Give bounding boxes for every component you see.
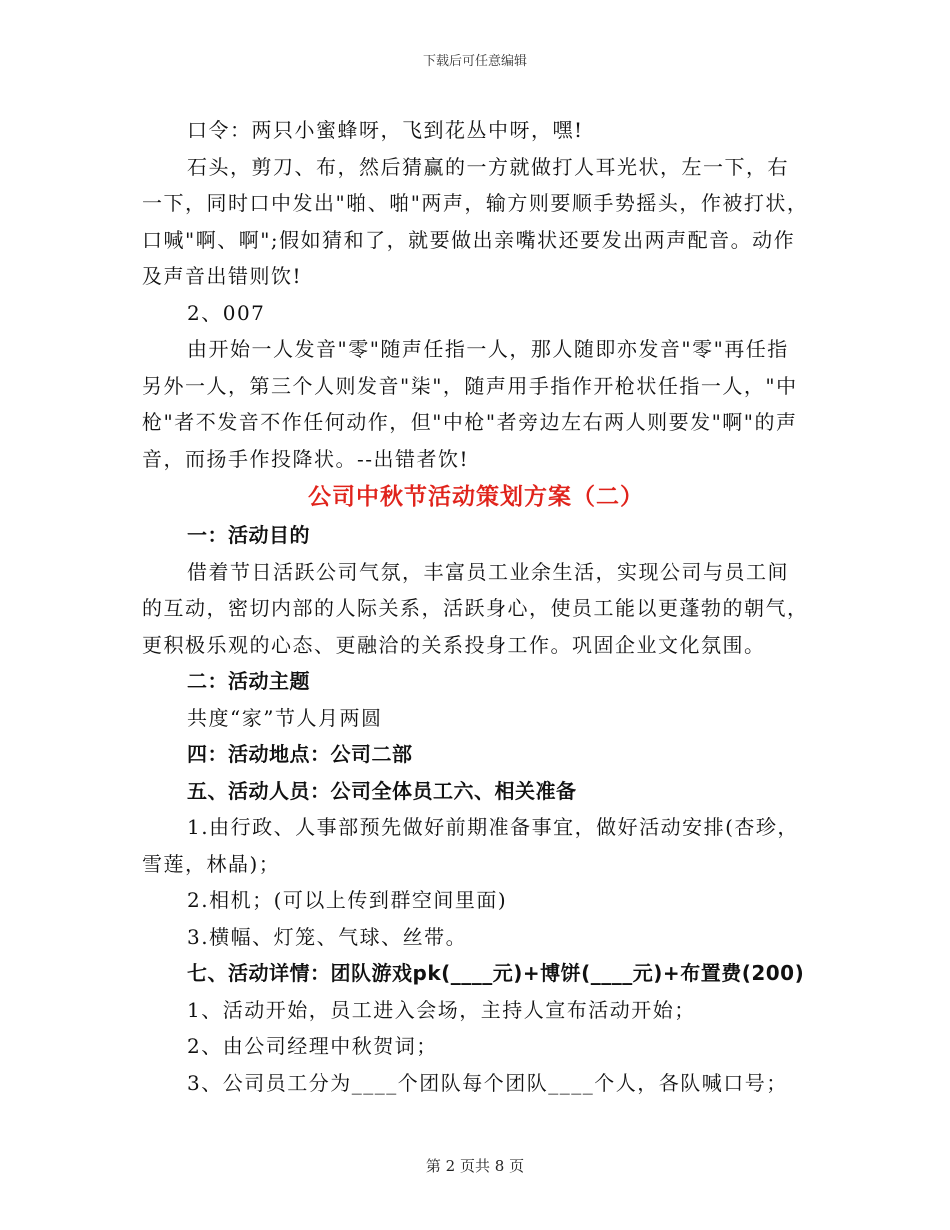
paragraph-game-rock-paper: 石头，剪刀、布，然后猜赢的一方就做打人耳光状，左一下，右一下，同时口中发出"啪、啪"两声，输方则要顺手势摇头，作被打状，口喊"啊、啊";假如猜和了，就要做出亲嘴状还要发出两声配音。动作及声音出错则饮!: [142, 154, 809, 288]
header-note: 下载后可任意编辑: [422, 54, 527, 69]
paragraph-theme: 共度“家”节人月两圆: [187, 705, 383, 730]
heading-purpose: 一：活动目的: [187, 523, 310, 547]
paragraph-prep-1: 1.由行政、人事部预先做好前期准备事宜，做好活动安排(杏珍，雪莲，林晶)；: [142, 815, 799, 876]
paragraph-detail-3: 3、公司员工分为____个团队每个团队____个人，各队喊口号；: [187, 1070, 788, 1095]
document-body: [142, 112, 810, 1101]
paragraph-slogan: 口令：两只小蜜蜂呀，飞到花丛中呀，嘿!: [187, 118, 584, 142]
paragraph-game-007-heading: 2、007: [187, 300, 266, 325]
paragraph-game-007-rules: 由开始一人发音"零"随声任指一人，那人随即亦发音"零"再任指另外一人，第三个人则发音"柒"，随声用手指作开枪状任指一人，"中枪"者不发音不作任何动作，但"中枪"者旁边左右两人则要发"啊"的声音，而扬手作投降状。--出错者饮!: [142, 337, 798, 471]
document-title: 公司中秋节活动策划方案（二）: [308, 484, 644, 510]
paragraph-prep-3: 3.横幅、灯笼、气球、丝带。: [187, 924, 468, 949]
paragraph-detail-2: 2、由公司经理中秋贺词；: [187, 1034, 438, 1058]
page-number: 第 2 页共 8 页: [425, 1157, 525, 1175]
heading-details: 七、活动详情：团队游戏pk(____元)+博饼(____元)+布置费(200): [187, 961, 805, 985]
heading-theme: 二：活动主题: [187, 669, 310, 693]
heading-location: 四：活动地点：公司二部: [187, 742, 413, 766]
paragraph-prep-2: 2.相机；(可以上传到群空间里面): [187, 888, 508, 912]
paragraph-detail-1: 1、活动开始，员工进入会场，主持人宣布活动开始；: [187, 997, 696, 1022]
paragraph-purpose: 借着节日活跃公司气氛，丰富员工业余生活，实现公司与员工间的互动，密切内部的人际关系，活跃身心，使员工能以更蓬勃的朝气，更积极乐观的心态、更融洽的关系投身工作。巩固企业文化氛围。: [142, 559, 809, 657]
heading-staff-preparation: 五、活动人员：公司全体员工六、相关准备: [187, 778, 577, 803]
